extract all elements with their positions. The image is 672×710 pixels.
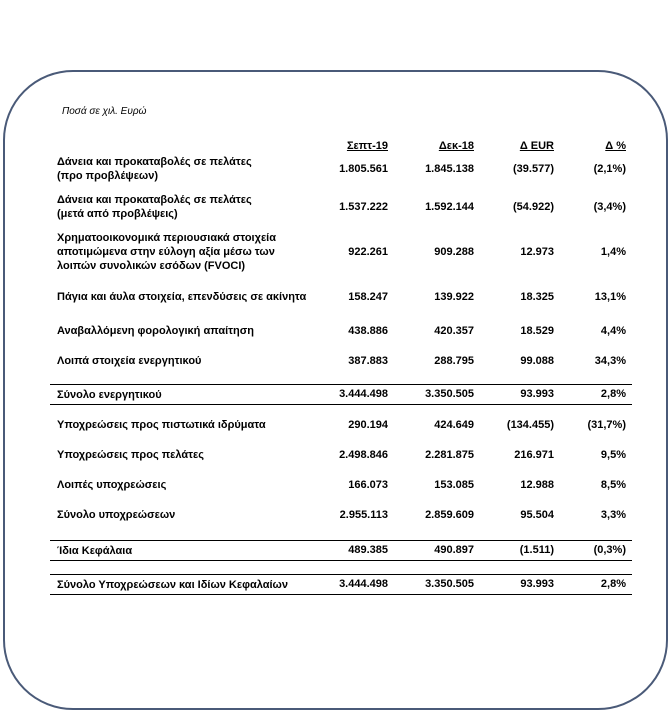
cell: 93.993	[480, 574, 560, 594]
row-label: Λοιπές υποχρεώσεις	[57, 479, 167, 491]
cell: 12.988	[520, 479, 554, 491]
header-row	[50, 139, 632, 154]
cell: 99.088	[520, 355, 554, 367]
table-row	[50, 414, 632, 436]
cell: 489.385	[315, 540, 394, 560]
row-label: Δάνεια και προκαταβολές σε πελάτες (προ προβλέψεων)	[57, 156, 252, 182]
row-label: Λοιπά στοιχεία ενεργητικού	[57, 355, 202, 367]
cell: (134.455)	[506, 419, 554, 431]
row-label: Σύνολο Υποχρεώσεων και Ιδίων Κεφαλαίων	[50, 574, 315, 594]
cell: 13,1%	[594, 291, 626, 303]
table-row	[50, 474, 632, 496]
total-assets-row	[50, 384, 632, 404]
row-label: Αναβαλλόμενη φορολογική απαίτηση	[57, 325, 255, 337]
cell: 424.649	[434, 419, 474, 431]
row-label: Σύνολο ενεργητικού	[50, 384, 315, 404]
cell: 922.261	[348, 246, 388, 258]
total-liabilities-equity-row	[50, 574, 632, 594]
cell: 139.922	[434, 291, 474, 303]
header-dec18: Δεκ-18	[438, 140, 474, 152]
cell: 216.971	[514, 449, 554, 461]
cell: 3.444.498	[315, 384, 394, 404]
cell: 2.498.846	[339, 449, 388, 461]
cell: 1.537.222	[339, 201, 388, 213]
equity-row	[50, 540, 632, 560]
table-row	[50, 444, 632, 466]
cell: 3.350.505	[394, 574, 480, 594]
cell: 3,3%	[600, 509, 626, 521]
cell: 387.883	[348, 355, 388, 367]
cell: 158.247	[348, 291, 388, 303]
balance-sheet-table	[50, 139, 632, 595]
cell: 420.357	[434, 325, 474, 337]
unit-note: Ποσά σε χιλ. Ευρώ	[62, 106, 147, 117]
cell: 12.973	[520, 246, 554, 258]
cell: 490.897	[394, 540, 480, 560]
cell: 4,4%	[600, 325, 626, 337]
table-row	[50, 350, 632, 372]
cell: (1.511)	[480, 540, 560, 560]
cell: 909.288	[434, 246, 474, 258]
cell: 1.805.561	[339, 163, 388, 175]
cell: 2.955.113	[339, 509, 388, 521]
cell: 438.886	[348, 325, 388, 337]
cell: 153.085	[434, 479, 474, 491]
cell: (3,4%)	[593, 201, 626, 213]
cell: 290.194	[348, 419, 388, 431]
cell: 1.845.138	[425, 163, 474, 175]
cell: 2,8%	[560, 574, 632, 594]
row-label: Πάγια και άυλα στοιχεία, επενδύσεις σε ακίνητα	[57, 291, 307, 303]
row-label: Ίδια Κεφάλαια	[50, 540, 315, 560]
cell: 2.859.609	[425, 509, 474, 521]
cell: 95.504	[520, 509, 554, 521]
row-label: Υποχρεώσεις προς πιστωτικά ιδρύματα	[57, 419, 266, 431]
table-row	[50, 154, 632, 184]
row-label: Σύνολο υποχρεώσεων	[57, 509, 176, 521]
table-row	[50, 504, 632, 526]
cell: 9,5%	[600, 449, 626, 461]
cell: 2,8%	[560, 384, 632, 404]
cell: 1.592.144	[425, 201, 474, 213]
table-row	[50, 192, 632, 222]
cell: 93.993	[480, 384, 560, 404]
cell: 3.444.498	[315, 574, 394, 594]
table-row	[50, 320, 632, 342]
cell: 1,4%	[600, 246, 626, 258]
cell: 3.350.505	[394, 384, 480, 404]
cell: 2.281.875	[425, 449, 474, 461]
cell: 18.529	[520, 325, 554, 337]
cell: 18.325	[520, 291, 554, 303]
cell: 34,3%	[594, 355, 626, 367]
cell: (0,3%)	[560, 540, 632, 560]
cell: 288.795	[434, 355, 474, 367]
cell: (2,1%)	[593, 163, 626, 175]
header-sep19: Σεπτ-19	[346, 140, 388, 152]
row-label: Υποχρεώσεις προς πελάτες	[57, 449, 204, 461]
row-label: Χρηματοοικονομικά περιουσιακά στοιχεία αποτιμώμενα στην εύλογη αξία μέσω των λοιπών συνολικών εσόδων (FVOCI)	[57, 232, 276, 272]
header-delta-eur: Δ EUR	[519, 140, 554, 152]
cell: (54.922)	[513, 201, 554, 213]
cell: 8,5%	[600, 479, 626, 491]
cell: 166.073	[348, 479, 388, 491]
header-delta-pct: Δ %	[605, 140, 626, 152]
table-row	[50, 282, 632, 312]
cell: (31,7%)	[587, 419, 626, 431]
row-label: Δάνεια και προκαταβολές σε πελάτες (μετά από προβλέψεις)	[57, 194, 252, 220]
cell: (39.577)	[513, 163, 554, 175]
table-row	[50, 230, 632, 274]
